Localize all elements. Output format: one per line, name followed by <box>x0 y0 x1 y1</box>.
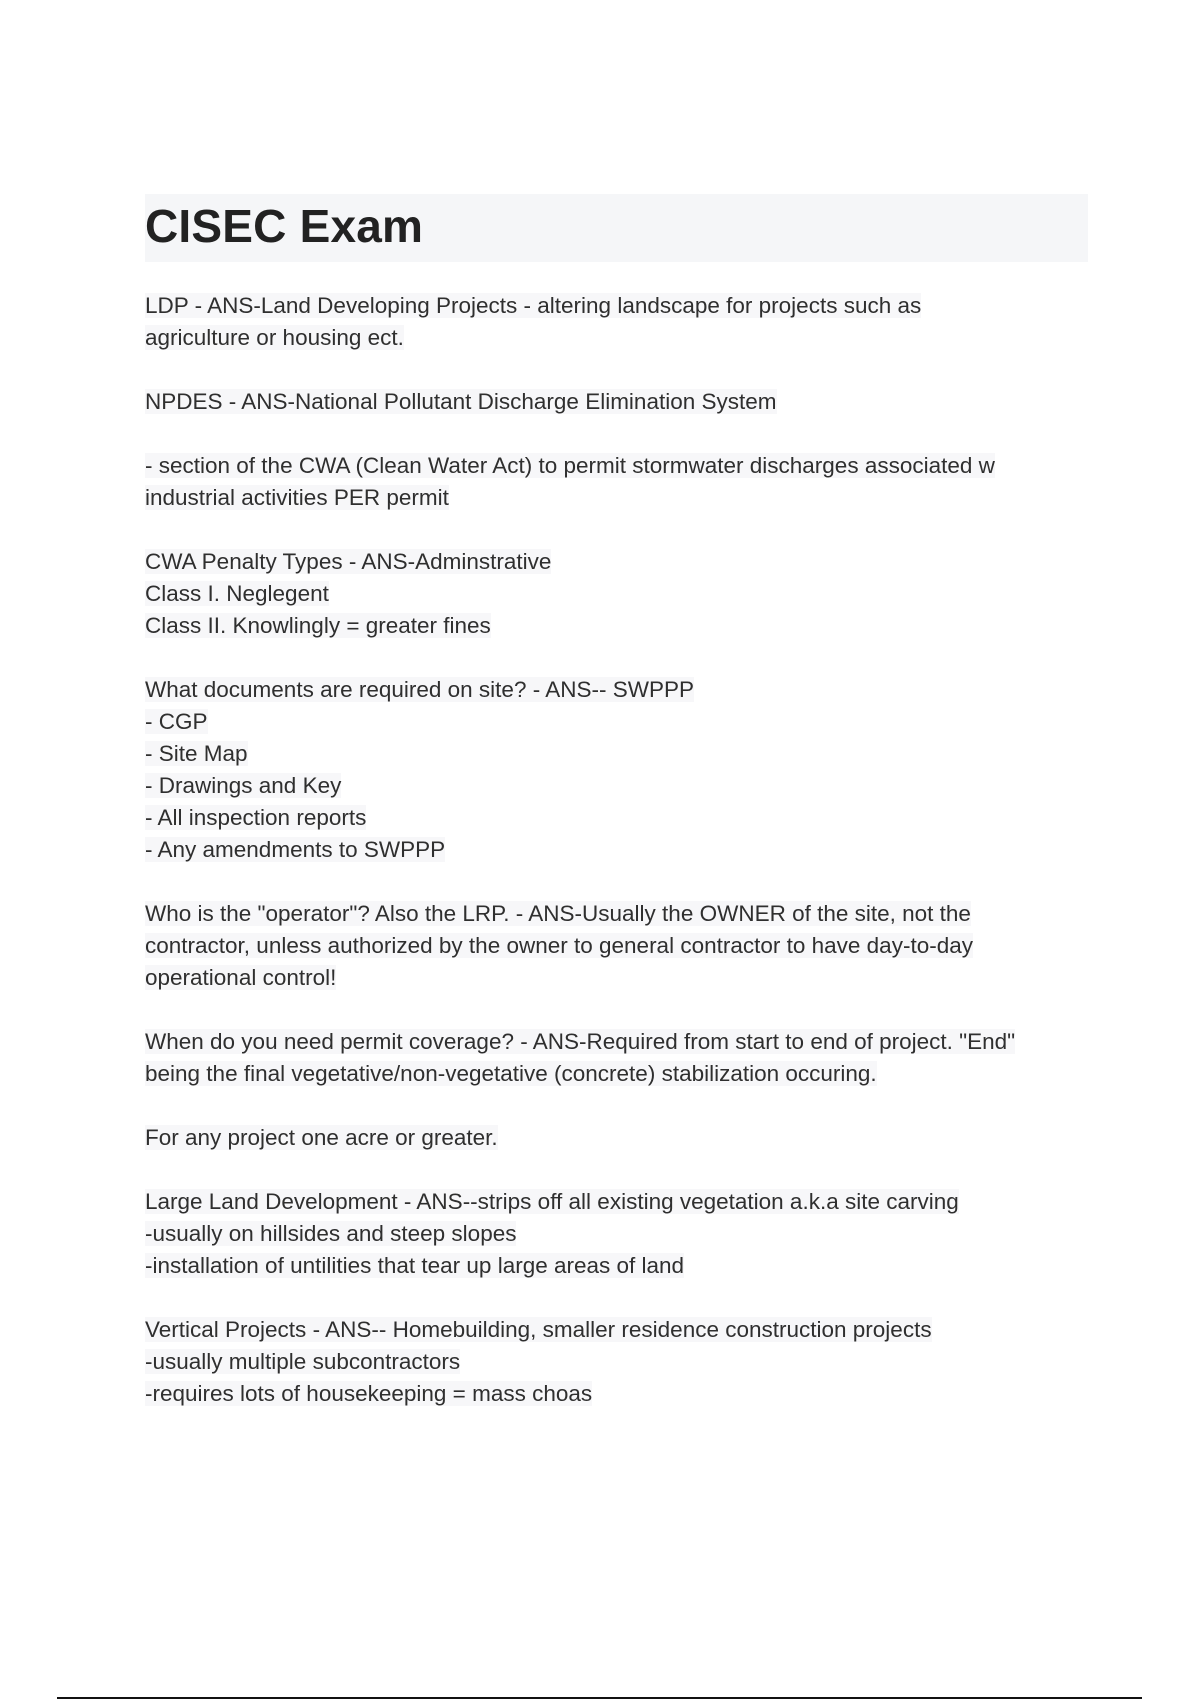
paragraph-operator <box>145 898 1095 994</box>
text-line: What documents are required on site? - ANS-- SWPPP <box>145 677 694 702</box>
text-line: - section of the CWA (Clean Water Act) to permit stormwater discharges associated w <box>145 453 995 478</box>
text-line: - Site Map <box>145 741 248 766</box>
paragraph-large-land-development <box>145 1186 1095 1282</box>
page-title: CISEC Exam <box>145 200 424 252</box>
text-line: CWA Penalty Types - ANS-Adminstrative <box>145 549 552 574</box>
text-line: industrial activities PER permit <box>145 485 449 510</box>
text-line: -usually on hillsides and steep slopes <box>145 1221 517 1246</box>
document-body <box>145 290 1095 1442</box>
text-line: agriculture or housing ect. <box>145 325 404 350</box>
text-line: NPDES - ANS-National Pollutant Discharge Elimination System <box>145 389 777 414</box>
text-line: For any project one acre or greater. <box>145 1125 498 1150</box>
text-line: Class I. Neglegent <box>145 581 329 606</box>
paragraph-acre-rule <box>145 1122 1095 1154</box>
title-block <box>145 194 1088 262</box>
text-line: -usually multiple subcontractors <box>145 1349 461 1374</box>
page-bottom-rule <box>57 1697 1142 1699</box>
paragraph-required-documents <box>145 674 1095 866</box>
paragraph-permit-coverage <box>145 1026 1095 1090</box>
text-line: LDP - ANS-Land Developing Projects - altering landscape for projects such as <box>145 293 922 318</box>
text-line: - Drawings and Key <box>145 773 342 798</box>
paragraph-vertical-projects <box>145 1314 1095 1410</box>
text-line: When do you need permit coverage? - ANS-Required from start to end of project. "End" <box>145 1029 1016 1054</box>
text-line: Class II. Knowlingly = greater fines <box>145 613 491 638</box>
text-line: Large Land Development - ANS--strips off all existing vegetation a.k.a site carving <box>145 1189 959 1214</box>
text-line: -requires lots of housekeeping = mass choas <box>145 1381 593 1406</box>
text-line: - CGP <box>145 709 208 734</box>
text-line: Who is the "operator"? Also the LRP. - ANS-Usually the OWNER of the site, not the <box>145 901 971 926</box>
paragraph-cwa-penalty-types <box>145 546 1095 642</box>
text-line: -installation of untilities that tear up large areas of land <box>145 1253 685 1278</box>
text-line: - All inspection reports <box>145 805 367 830</box>
text-line: - Any amendments to SWPPP <box>145 837 446 862</box>
paragraph-ldp <box>145 290 1095 354</box>
paragraph-npdes <box>145 386 1095 418</box>
paragraph-cwa-section <box>145 450 1095 514</box>
text-line: Vertical Projects - ANS-- Homebuilding, smaller residence construction projects <box>145 1317 932 1342</box>
text-line: operational control! <box>145 965 337 990</box>
text-line: contractor, unless authorized by the owner to general contractor to have day-to-day <box>145 933 973 958</box>
text-line: being the final vegetative/non-vegetative (concrete) stabilization occuring. <box>145 1061 877 1086</box>
